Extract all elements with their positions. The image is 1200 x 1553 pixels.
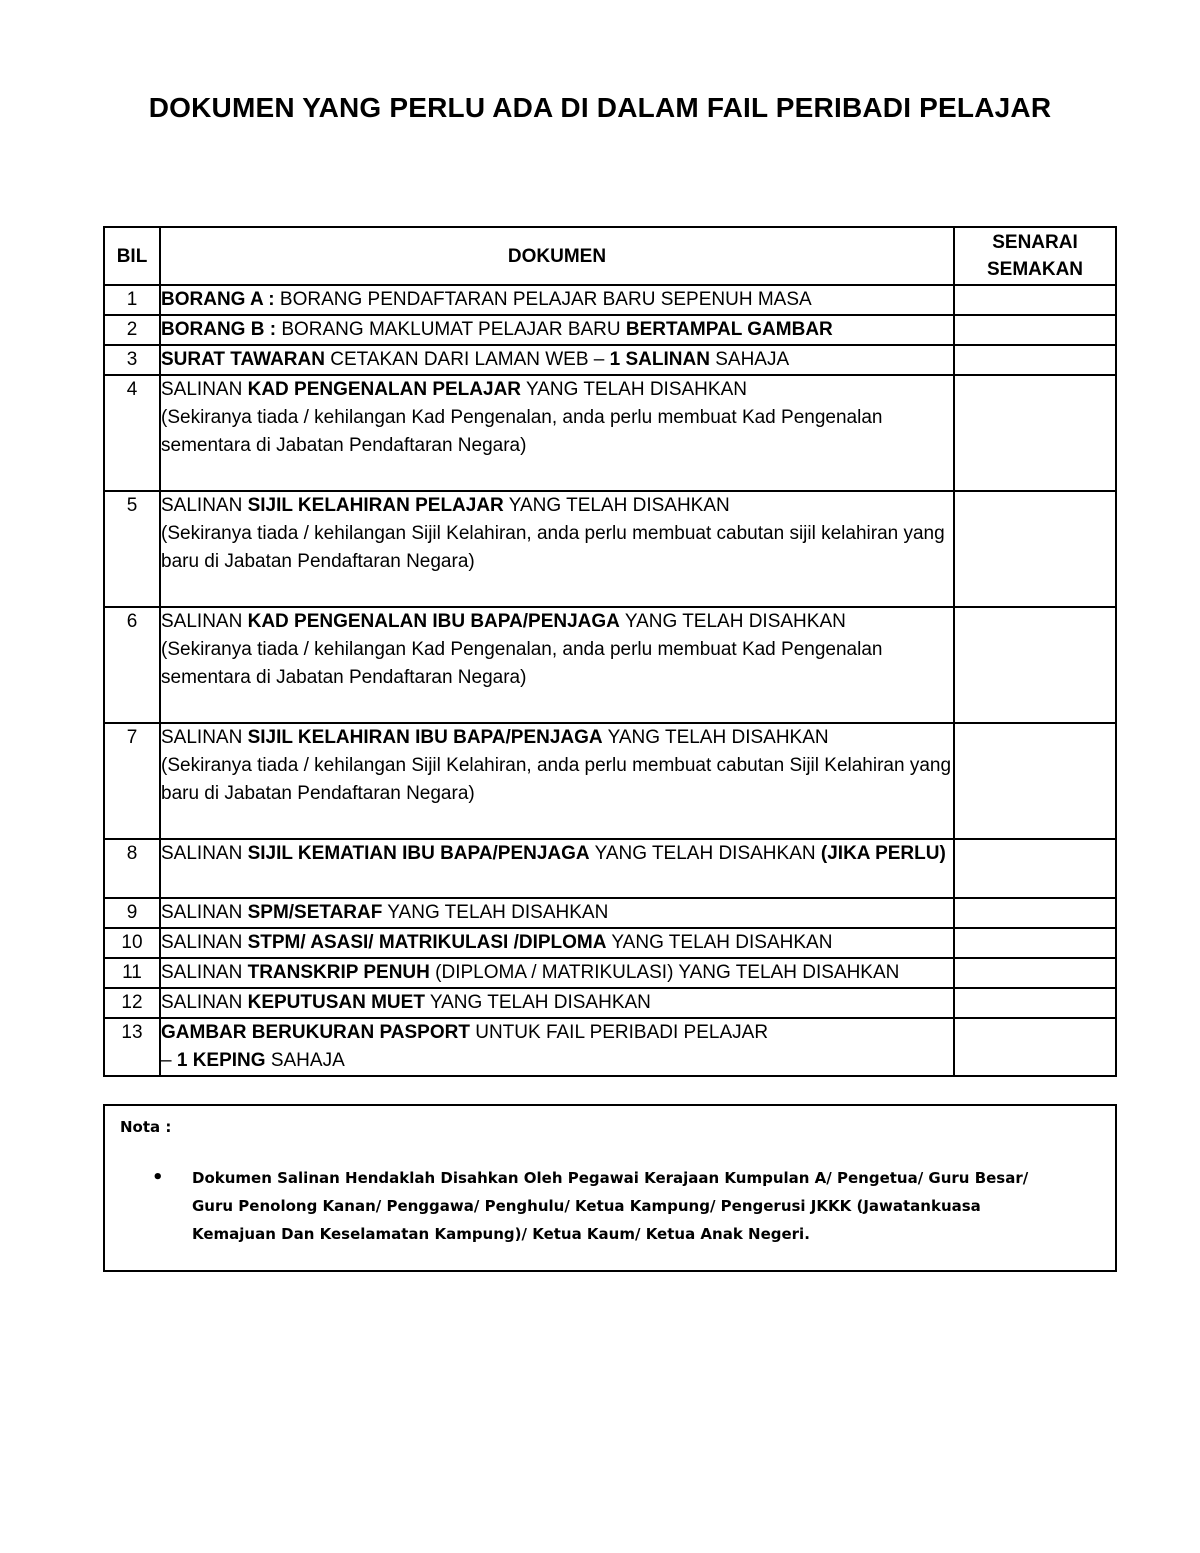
checklist-cell[interactable] — [954, 898, 1116, 928]
row-number: 13 — [104, 1018, 160, 1076]
row-number: 5 — [104, 491, 160, 607]
document-text-part: SIJIL KELAHIRAN PELAJAR — [247, 495, 504, 516]
row-number: 12 — [104, 988, 160, 1018]
row-number: 4 — [104, 375, 160, 491]
document-text-part: SALINAN — [161, 843, 248, 864]
document-text-part: BERTAMPAL GAMBAR — [625, 319, 833, 340]
document-title — [161, 319, 833, 340]
checklist-cell[interactable] — [954, 839, 1116, 898]
page-title: DOKUMEN YANG PERLU ADA DI DALAM FAIL PERIBADI PELAJAR — [148, 92, 1052, 123]
document-title — [161, 289, 812, 310]
checklist-cell[interactable] — [954, 958, 1116, 988]
document-text-part: – — [161, 1050, 177, 1071]
row-document — [160, 958, 954, 988]
checklist-cell[interactable] — [954, 491, 1116, 607]
document-note: (Sekiranya tiada / kehilangan Kad Pengenalan, anda perlu membuat Kad Pengenalan sementara di Jabatan Pendaftaran Negara) — [161, 639, 883, 688]
document-text-part: BORANG PENDAFTARAN PELAJAR BARU SEPENUH MASA — [274, 289, 812, 310]
document-text-part: BORANG B : — [161, 319, 277, 340]
document-text-part: 1 KEPING — [176, 1050, 266, 1071]
document-text-part: YANG TELAH DISAHKAN — [602, 727, 829, 748]
checklist-cell[interactable] — [954, 345, 1116, 375]
row-document — [160, 607, 954, 723]
document-title — [161, 727, 829, 748]
table-row — [104, 315, 1116, 345]
header-semakan-line1: SENARAI — [992, 232, 1078, 253]
document-text-part: YANG TELAH DISAHKAN — [503, 495, 730, 516]
row-document — [160, 1018, 954, 1076]
nota-box — [103, 1104, 1117, 1272]
document-text-part: SALINAN — [161, 611, 248, 632]
document-text-part: SIJIL KEMATIAN IBU BAPA/PENJAGA — [247, 843, 590, 864]
checklist-cell[interactable] — [954, 928, 1116, 958]
table-row — [104, 345, 1116, 375]
document-title — [161, 1022, 768, 1071]
document-checklist-table — [103, 226, 1117, 1077]
document-text-part: UNTUK FAIL PERIBADI PELAJAR — [469, 1022, 769, 1043]
document-title — [161, 611, 846, 632]
table-row — [104, 988, 1116, 1018]
document-title — [161, 495, 730, 516]
checklist-cell[interactable] — [954, 607, 1116, 723]
table-row — [104, 898, 1116, 928]
document-text-part: (DIPLOMA / MATRIKULASI) YANG TELAH DISAHKAN — [429, 962, 900, 983]
table-header-row — [104, 227, 1116, 285]
document-text-part: SAHAJA — [265, 1050, 345, 1071]
row-document — [160, 988, 954, 1018]
checklist-cell[interactable] — [954, 285, 1116, 315]
document-text-part: TRANSKRIP PENUH — [247, 962, 430, 983]
checklist-cell[interactable] — [954, 1018, 1116, 1076]
row-number: 6 — [104, 607, 160, 723]
document-text-part: SALINAN — [161, 727, 248, 748]
document-text-part: SALINAN — [161, 495, 248, 516]
header-dokumen: DOKUMEN — [160, 227, 954, 285]
document-text-part: BORANG MAKLUMAT PELAJAR BARU — [276, 319, 626, 340]
header-senarai-semakan — [954, 227, 1116, 285]
row-number: 1 — [104, 285, 160, 315]
document-text-part: 1 SALINAN — [609, 349, 710, 370]
row-document — [160, 315, 954, 345]
document-text-part: YANG TELAH DISAHKAN — [589, 843, 821, 864]
header-semakan-line2: SEMAKAN — [986, 259, 1084, 280]
document-text-part: SALINAN — [161, 379, 248, 400]
checklist-cell[interactable] — [954, 315, 1116, 345]
table-row — [104, 375, 1116, 491]
document-note: (Sekiranya tiada / kehilangan Sijil Kelahiran, anda perlu membuat cabutan sijil kelahiran yang baru di Jabatan Pendaftaran Negara) — [161, 523, 945, 572]
row-document — [160, 723, 954, 839]
row-number: 8 — [104, 839, 160, 898]
nota-text: Dokumen Salinan Hendaklah Disahkan Oleh Pegawai Kerajaan Kumpulan A/ Pengetua/ Guru Besar/ Guru Penolong Kanan/ Penggawa/ Penghulu/ Ketua Kampung/ Pengerusi JKKK (Jawatankuasa Kemajuan Dan Keselamatan Kampung)/ Ketua Kaum/ Ketua Anak Negeri. — [192, 1169, 1029, 1243]
nota-label: Nota : — [120, 1118, 172, 1136]
checklist-cell[interactable] — [954, 375, 1116, 491]
bullet-icon: • — [152, 1167, 164, 1188]
document-text-part: GAMBAR BERUKURAN PASPORT — [161, 1022, 470, 1043]
table-row — [104, 723, 1116, 839]
row-document — [160, 898, 954, 928]
row-document — [160, 491, 954, 607]
row-number: 7 — [104, 723, 160, 839]
table-row — [104, 839, 1116, 898]
table-row — [104, 928, 1116, 958]
row-document — [160, 928, 954, 958]
header-bil: BIL — [104, 227, 160, 285]
row-document — [160, 839, 954, 898]
row-number: 2 — [104, 315, 160, 345]
checklist-cell[interactable] — [954, 988, 1116, 1018]
row-number: 10 — [104, 928, 160, 958]
document-text-part: YANG TELAH DISAHKAN — [382, 902, 609, 923]
row-document — [160, 375, 954, 491]
document-text-part: KEPUTUSAN MUET — [247, 992, 425, 1013]
document-text-part: SAHAJA — [709, 349, 790, 370]
row-number: 3 — [104, 345, 160, 375]
document-note: (Sekiranya tiada / kehilangan Kad Pengenalan, anda perlu membuat Kad Pengenalan sementara di Jabatan Pendaftaran Negara) — [161, 407, 883, 456]
nota-list-item — [152, 1164, 1060, 1248]
row-number: 11 — [104, 958, 160, 988]
document-text-part: SIJIL KELAHIRAN IBU BAPA/PENJAGA — [247, 727, 603, 748]
document-text-part: SALINAN — [161, 902, 248, 923]
document-text-part: SALINAN — [161, 992, 248, 1013]
document-title — [161, 379, 747, 400]
document-title — [161, 902, 608, 923]
document-text-part: SURAT TAWARAN — [161, 349, 325, 370]
checklist-cell[interactable] — [954, 723, 1116, 839]
document-text-part: YANG TELAH DISAHKAN — [521, 379, 747, 400]
document-text-part: YANG TELAH DISAHKAN — [424, 992, 651, 1013]
table-row — [104, 285, 1116, 315]
document-text-part: STPM/ ASASI/ MATRIKULASI /DIPLOMA — [247, 932, 607, 953]
document-text-part: BORANG A : — [161, 289, 275, 310]
table-row — [104, 491, 1116, 607]
row-document — [160, 285, 954, 315]
document-text-part: YANG TELAH DISAHKAN — [619, 611, 846, 632]
table-row — [104, 958, 1116, 988]
document-text-part: CETAKAN DARI LAMAN WEB – — [324, 349, 610, 370]
document-text-part: SPM/SETARAF — [247, 902, 383, 923]
table-row — [104, 1018, 1116, 1076]
document-text-part: KAD PENGENALAN PELAJAR — [247, 379, 522, 400]
document-text-part: KAD PENGENALAN IBU BAPA/PENJAGA — [247, 611, 620, 632]
document-title — [161, 992, 651, 1013]
row-document — [160, 345, 954, 375]
document-title — [161, 349, 789, 370]
document-text-part: SALINAN — [161, 962, 248, 983]
document-title — [161, 962, 899, 983]
table-row — [104, 607, 1116, 723]
document-title — [161, 843, 946, 864]
document-text-part: SALINAN — [161, 932, 248, 953]
row-number: 9 — [104, 898, 160, 928]
document-text-part: (JIKA PERLU) — [820, 843, 946, 864]
document-title — [161, 932, 832, 953]
document-text-part: YANG TELAH DISAHKAN — [606, 932, 833, 953]
document-note: (Sekiranya tiada / kehilangan Sijil Kelahiran, anda perlu membuat cabutan Sijil Kelahiran yang baru di Jabatan Pendaftaran Negara) — [161, 755, 952, 804]
